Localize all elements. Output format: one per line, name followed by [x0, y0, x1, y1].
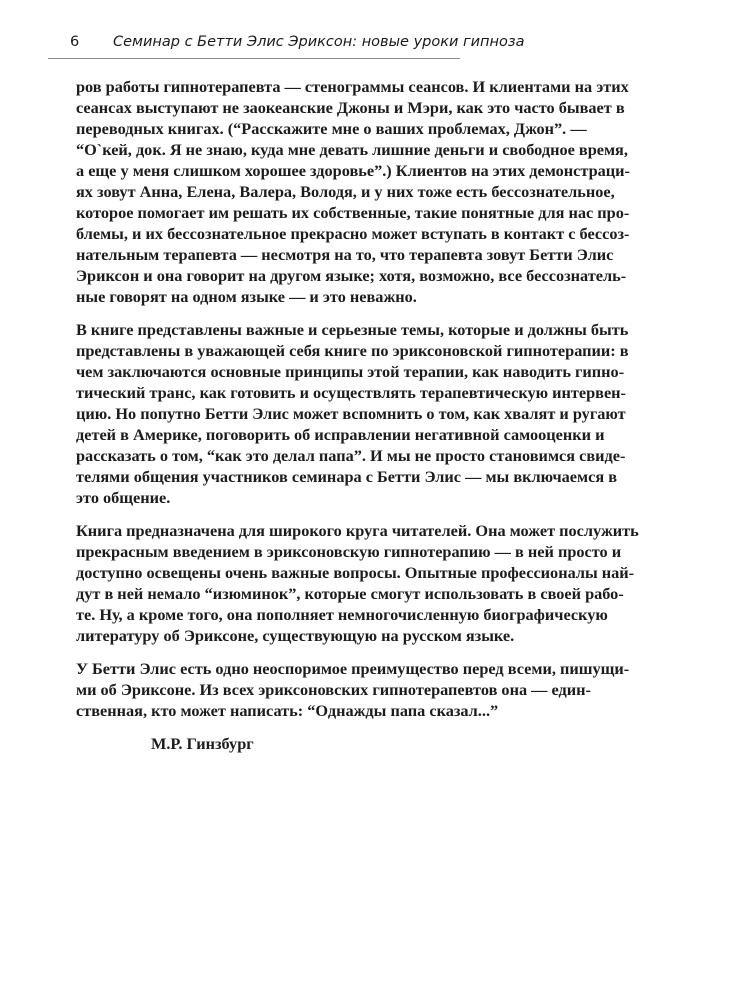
text-line: чем заключаются основные принципы этой терапии, как наводить гипно- — [76, 362, 625, 381]
text-line: ях зовут Анна, Елена, Валера, Володя, и у них тоже есть бессознательное, — [76, 182, 615, 201]
text-line: представлены в уважающей себя книге по эриксоновской гипнотерапии: в — [76, 341, 629, 360]
text-line: переводных книгах. (“Расскажите мне о ваших проблемах, Джон”. — — [76, 119, 587, 138]
text-line: доступно освещены очень важные вопросы. Опытные профессионалы най- — [76, 563, 635, 582]
text-line: Книга предназначена для широкого круга читателей. Она может послужить — [76, 521, 639, 540]
text-line: Эриксон и она говорит на другом языке; хотя, возможно, все бессознатель- — [76, 266, 627, 285]
body-text — [76, 76, 656, 733]
text-line: которое помогает им решать их собственные, такие понятные для нас про- — [76, 203, 630, 222]
text-line: ные говорят на одном языке — и это неважно. — [76, 287, 417, 306]
text-line: прекрасным введением в эриксоновскую гипнотерапию — в ней просто и — [76, 542, 622, 561]
text-line: сеансах выступают не заокеанские Джоны и Мэри, как это часто бывает в — [76, 98, 625, 117]
text-line: блемы, и их бессознательное прекрасно может вступать в контакт с бессоз- — [76, 224, 630, 243]
author-signature: М.Р. Гинзбург — [151, 734, 254, 753]
text-line: литературу об Эриксоне, существующую на русском языке. — [76, 626, 515, 645]
paragraph — [76, 520, 656, 646]
text-line: это общение. — [76, 488, 171, 507]
header-divider — [48, 58, 460, 59]
paragraph — [76, 658, 656, 721]
text-line: телями общения участников семинара с Бетти Элис — мы включаемся в — [76, 467, 617, 486]
text-line: В книге представлены важные и серьезные темы, которые и должны быть — [76, 320, 629, 339]
text-line: “О`кей, док. Я не знаю, куда мне девать лишние деньги и свободное время, — [76, 140, 628, 159]
text-line: тический транс, как готовить и осуществлять терапевтическую интервен- — [76, 383, 626, 402]
paragraph — [76, 319, 656, 508]
running-header-title: Семинар с Бетти Элис Эриксон: новые уроки гипноза — [113, 34, 525, 50]
running-header — [60, 34, 525, 56]
text-line: У Бетти Элис есть одно неоспоримое преимущество перед всеми, пишущи- — [76, 659, 630, 678]
page-number: 6 — [70, 34, 80, 50]
text-line: дут в ней немало “изюминок”, которые смогут использовать в своей рабо- — [76, 584, 624, 603]
text-line: а еще у меня слишком хорошее здоровье”.) Клиентов на этих демонстраци- — [76, 161, 630, 180]
text-line: нательным терапевта — несмотря на то, что терапевта зовут Бетти Элис — [76, 245, 614, 264]
text-line: ственная, кто может написать: “Однажды папа сказал...” — [76, 701, 499, 720]
text-line: цию. Но попутно Бетти Элис может вспомнить о том, как хвалят и ругают — [76, 404, 626, 423]
paragraph — [76, 76, 656, 307]
text-line: рассказать о том, “как это делал папа”. И мы не просто становимся свиде- — [76, 446, 626, 465]
text-line: ми об Эриксоне. Из всех эриксоновских гипнотерапевтов она — един- — [76, 680, 591, 699]
text-line: те. Ну, а кроме того, она пополняет немногочисленную биографическую — [76, 605, 608, 624]
text-line: ров работы гипнотерапевта — стенограммы сеансов. И клиентами на этих — [76, 77, 629, 96]
text-line: детей в Америке, поговорить об исправлении негативной самооценки и — [76, 425, 605, 444]
